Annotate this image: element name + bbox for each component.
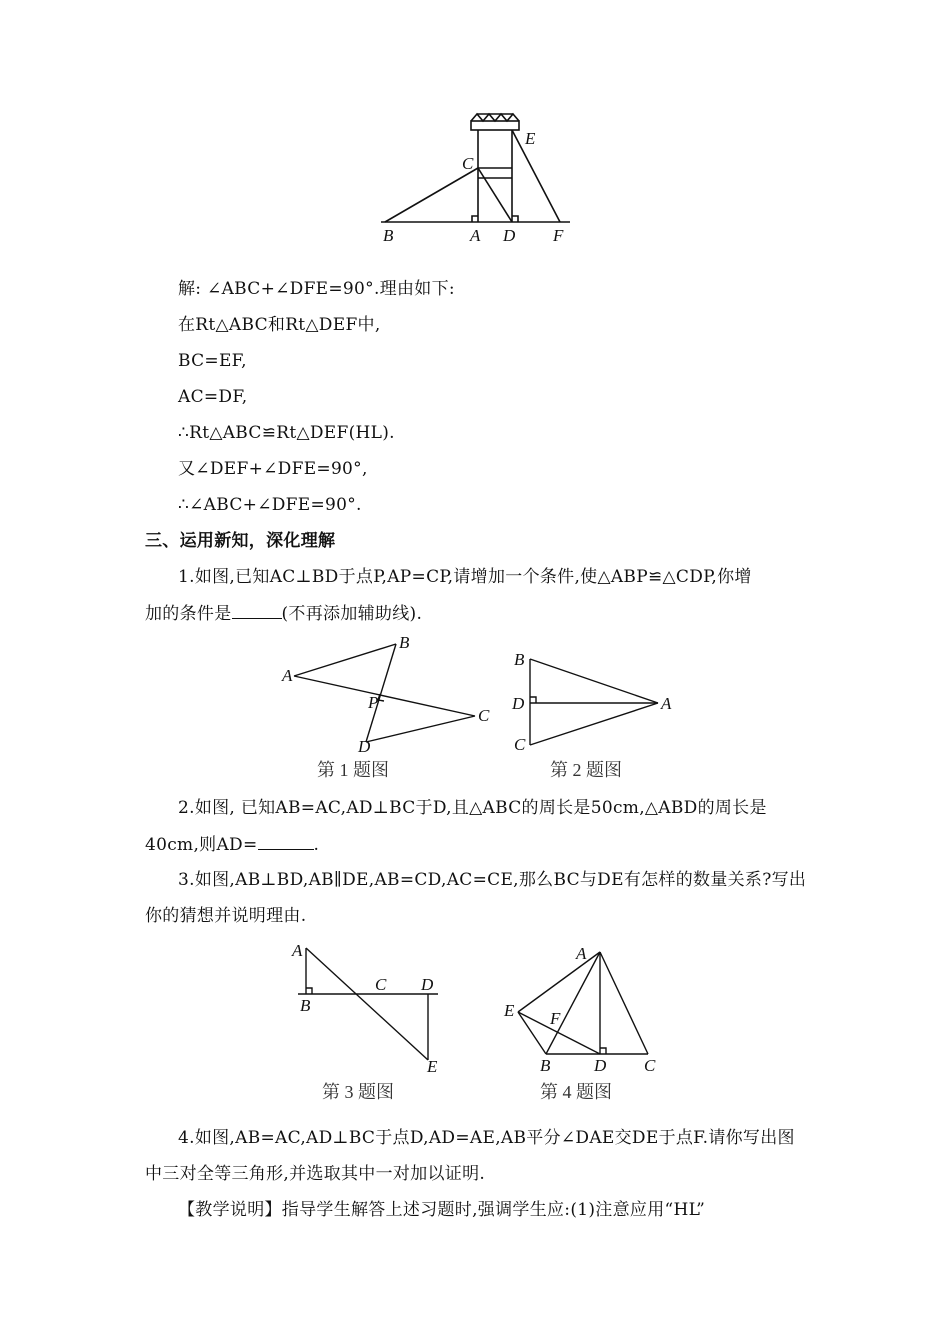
q4-line-1: 4.如图,AB=AC,AD⊥BC于点D,AD=AE,AB平分∠DAE交DE于点F.请你写出图 [178, 1128, 795, 1148]
fig3-label-A: A [292, 941, 303, 960]
fig4-label-B: B [540, 1056, 551, 1075]
fig1-label-C: C [478, 706, 490, 725]
q2-line-1: 2.如图, 已知AB=AC,AD⊥BC于D,且△ABC的周长是50cm,△ABD的周长是 [178, 798, 767, 818]
q3-line-2: 你的猜想并说明理由. [145, 906, 307, 926]
q4-line-2: 中三对全等三角形,并选取其中一对加以证明. [145, 1164, 486, 1184]
fig4-label-F: F [550, 1009, 561, 1028]
fig4-label-E: E [504, 1001, 515, 1020]
solution-line-5: ∴Rt△ABC≌Rt△DEF(HL). [178, 423, 395, 443]
fig2-label-A: A [661, 694, 672, 713]
label-E: E [525, 129, 536, 148]
q1-answer-blank [232, 602, 282, 619]
ladder-figure [375, 108, 575, 248]
label-A: A [470, 226, 481, 245]
figure-2 [508, 646, 678, 754]
q2-answer-blank [258, 833, 314, 850]
q1-line-2-text-a: 加的条件是 [145, 604, 232, 624]
figure-1 [278, 632, 498, 754]
figure-3 [288, 938, 448, 1078]
fig2-label-D: D [512, 694, 525, 713]
solution-line-7: ∴∠ABC+∠DFE=90°. [178, 495, 362, 515]
label-D: D [503, 226, 516, 245]
fig3-label-D: D [421, 975, 434, 994]
q2-line-2-text-a: 40cm,则AD= [145, 835, 258, 855]
fig1-label-P: P [368, 693, 379, 712]
solution-line-3: BC=EF, [178, 351, 247, 371]
fig2-label-B: B [514, 650, 525, 669]
fig1-caption: 第 1 题图 [317, 760, 389, 780]
fig3-caption: 第 3 题图 [322, 1082, 394, 1102]
q1-line-2-text-b: (不再添加辅助线). [281, 604, 423, 624]
solution-line-2: 在Rt△ABC和Rt△DEF中, [178, 315, 381, 335]
fig1-label-B: B [399, 633, 410, 652]
fig1-label-D: D [358, 737, 371, 754]
q1-line-2 [145, 602, 422, 625]
solution-line-6: 又∠DEF+∠DFE=90°, [178, 459, 368, 479]
q1-line-1: 1.如图,已知AC⊥BD于点P,AP=CP,请增加一个条件,使△ABP≌△CDP,你增 [178, 567, 752, 587]
solution-line-4: AC=DF, [178, 387, 248, 407]
section-heading: 三、运用新知，深化理解 [145, 531, 336, 551]
fig4-caption: 第 4 题图 [540, 1082, 612, 1102]
fig4-label-C: C [644, 1056, 656, 1075]
q2-line-2-text-b: . [313, 835, 320, 855]
q3-line-1: 3.如图,AB⊥BD,AB∥DE,AB=CD,AC=CE,那么BC与DE有怎样的数量关系?写出 [178, 870, 807, 890]
label-B: B [383, 226, 394, 245]
figure-4 [498, 940, 678, 1078]
fig4-label-A: A [576, 944, 587, 963]
label-F: F [553, 226, 564, 245]
fig1-label-A: A [282, 666, 293, 685]
label-C: C [462, 154, 474, 173]
fig2-caption: 第 2 题图 [550, 760, 622, 780]
fig3-label-B: B [300, 996, 311, 1015]
fig2-label-C: C [514, 735, 526, 754]
teaching-note-line-1: 【教学说明】指导学生解答上述习题时,强调学生应:(1)注意应用“HL” [178, 1200, 706, 1220]
solution-line-1: 解: ∠ABC+∠DFE=90°.理由如下: [178, 279, 455, 299]
fig4-label-D: D [594, 1056, 607, 1075]
fig3-label-E: E [427, 1057, 438, 1076]
q2-line-2 [145, 833, 319, 856]
fig3-label-C: C [375, 975, 387, 994]
